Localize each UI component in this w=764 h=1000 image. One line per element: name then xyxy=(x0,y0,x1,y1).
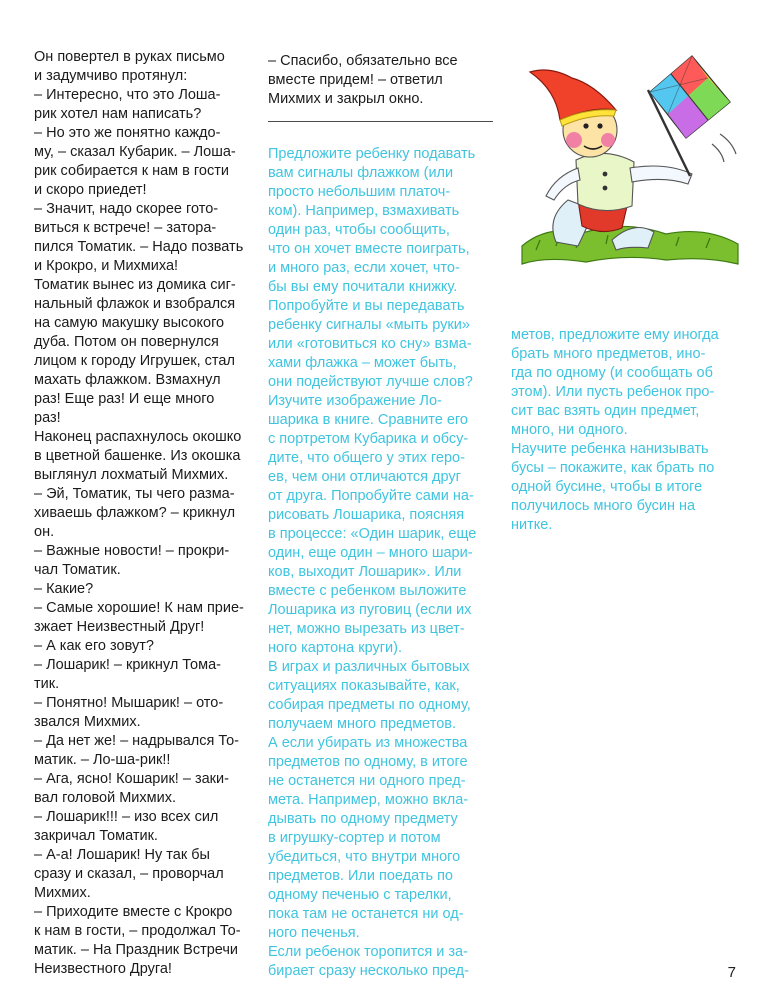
story-line: дуба. Потом он повернулся xyxy=(34,334,219,350)
tip-line: В играх и различных бытовых xyxy=(268,659,470,675)
story-line: вал головой Михмих. xyxy=(34,790,177,806)
tip-line: с портретом Кубарика и обсу- xyxy=(268,431,469,447)
tip-line: предметов. Или поедать по xyxy=(268,868,453,884)
tip-line: метов, предложите ему иногда xyxy=(511,327,719,343)
story-line: махать флажком. Взмахнул xyxy=(34,372,221,388)
tip-line: ситуациях показывайте, как, xyxy=(268,678,460,694)
tip-line: убедиться, что внутри много xyxy=(268,849,461,865)
story-line: матик. – Ло-ша-рик!! xyxy=(34,752,171,768)
tip-line: одному печенью с тарелки, xyxy=(268,887,452,903)
story-line: в цветной башенке. Из окошка xyxy=(34,448,241,464)
tip-line: ного картона круги). xyxy=(268,640,402,656)
story-line: раз! xyxy=(34,410,61,426)
tip-line: Предложите ребенку подавать xyxy=(268,146,476,162)
tip-line: одной бусине, чтобы в итоге xyxy=(511,479,703,495)
tip-column-2 xyxy=(268,145,494,979)
tip-line: много, ни одного. xyxy=(511,422,628,438)
story-line: – Лошарик! – крикнул Тома- xyxy=(34,657,221,673)
story-line: – Важные новости! – прокри- xyxy=(34,543,230,559)
story-line: чал Томатик. xyxy=(34,562,121,578)
tip-line: ного печенья. xyxy=(268,925,360,941)
story-line: матик. – На Праздник Встречи xyxy=(34,942,239,958)
tip-line: ком). Например, взмахивать xyxy=(268,203,460,219)
story-line: – Но это же понятно каждо- xyxy=(34,125,221,141)
story-line: Томатик вынес из домика сиг- xyxy=(34,277,236,293)
tip-line: ев, чем они отличаются друг xyxy=(268,469,461,485)
tip-line: в игрушку-сортер и потом xyxy=(268,830,441,846)
illustration-svg xyxy=(516,50,744,272)
story-line: виться к встрече! – затора- xyxy=(34,220,217,236)
story-line: он. xyxy=(34,524,55,540)
gnome-with-flag-icon xyxy=(516,50,744,272)
section-divider xyxy=(268,121,493,122)
story-line: – Спасибо, обязательно все xyxy=(268,53,458,69)
tip-line: они подействуют лучше слов? xyxy=(268,374,473,390)
story-line: Он повертел в руках письмо xyxy=(34,49,225,65)
tip-line: в процессе: «Один шарик, еще xyxy=(268,526,477,542)
tip-line: просто небольшим платоч- xyxy=(268,184,451,200)
story-line: му, – сказал Кубарик. – Лоша- xyxy=(34,144,236,160)
story-line: – Какие? xyxy=(34,581,94,597)
story-column-1 xyxy=(34,48,252,977)
tip-column-3 xyxy=(511,326,743,533)
tip-line: мета. Например, можно вкла- xyxy=(268,792,469,808)
story-line: звался Михмих. xyxy=(34,714,141,730)
tip-line: предметов по одному, в итоге xyxy=(268,754,468,770)
page-number: 7 xyxy=(727,964,736,981)
tip-line: бирает сразу несколько пред- xyxy=(268,963,469,979)
tip-line: нитке. xyxy=(511,517,553,533)
story-line: выглянул лохматый Михмих. xyxy=(34,467,229,483)
tip-line: Если ребенок торопится и за- xyxy=(268,944,468,960)
story-line: – Интересно, что это Лоша- xyxy=(34,87,221,103)
tip-line: Попробуйте и вы передавать xyxy=(268,298,465,314)
story-line: и скоро приедет! xyxy=(34,182,147,198)
story-line: зжает Неизвестный Друг! xyxy=(34,619,205,635)
story-line: – Эй, Томатик, ты чего разма- xyxy=(34,486,235,502)
tip-line: бусы – покажите, как брать по xyxy=(511,460,715,476)
tip-line: гда по одному (и сообщать об xyxy=(511,365,713,381)
story-line: – Ага, ясно! Кошарик! – заки- xyxy=(34,771,229,787)
story-line: – Значит, надо скорее гото- xyxy=(34,201,219,217)
story-line: нальный флажок и взобрался xyxy=(34,296,236,312)
story-line: хиваешь флажком? – крикнул xyxy=(34,505,236,521)
tip-line: один раз, чтобы сообщить, xyxy=(268,222,450,238)
tip-line: этом). Или пусть ребенок про- xyxy=(511,384,715,400)
tip-line: дывать по одному предмету xyxy=(268,811,458,827)
tip-line: сит вас взять один предмет, xyxy=(511,403,700,419)
tip-line: Изучите изображение Ло- xyxy=(268,393,442,409)
tip-line: Лошарика из пуговиц (если их xyxy=(268,602,472,618)
tip-line: пока там не останется ни од- xyxy=(268,906,464,922)
tip-line: или «готовиться ко сну» взма- xyxy=(268,336,472,352)
story-line: и Крокро, и Михмиха! xyxy=(34,258,179,274)
story-line: тик. xyxy=(34,676,60,692)
tip-line: ков, выходит Лошарик». Или xyxy=(268,564,462,580)
story-line: закричал Томатик. xyxy=(34,828,158,844)
story-line: Михмих и закрыл окно. xyxy=(268,91,424,107)
tip-line: шарика в книге. Сравните его xyxy=(268,412,468,428)
tip-line: вам сигналы флажком (или xyxy=(268,165,454,181)
tip-line: бы вы ему почитали книжку. xyxy=(268,279,458,295)
tip-line: что он хочет вместе поиграть, xyxy=(268,241,470,257)
tip-line: А если убирать из множества xyxy=(268,735,468,751)
tip-line: получаем много предметов. xyxy=(268,716,457,732)
story-line: лицом к городу Игрушек, стал xyxy=(34,353,235,369)
tip-line: Научите ребенка нанизывать xyxy=(511,441,709,457)
tip-line: получилось много бусин на xyxy=(511,498,696,514)
story-line: – Приходите вместе с Крокро xyxy=(34,904,233,920)
story-line: рик собирается к нам в гости xyxy=(34,163,229,179)
story-line: раз! Еще раз! И еще много xyxy=(34,391,215,407)
story-line: рик хотел нам написать? xyxy=(34,106,202,122)
tip-line: от друга. Попробуйте сами на- xyxy=(268,488,474,504)
tip-line: один, еще один – много шари- xyxy=(268,545,473,561)
tip-line: брать много предметов, ино- xyxy=(511,346,706,362)
tip-line: собирая предметы по одному, xyxy=(268,697,471,713)
story-line: – Самые хорошие! К нам прие- xyxy=(34,600,244,616)
tip-line: не останется ни одного пред- xyxy=(268,773,466,789)
tip-line: и много раз, если хочет, что- xyxy=(268,260,460,276)
story-line: на самую макушку высокого xyxy=(34,315,225,331)
story-line: Неизвестного Друга! xyxy=(34,961,172,977)
tip-line: рисовать Лошарика, поясняя xyxy=(268,507,465,523)
story-line: – А как его зовут? xyxy=(34,638,154,654)
story-column-2 xyxy=(268,52,494,116)
story-line: сразу и сказал, – проворчал xyxy=(34,866,224,882)
story-line: – Понятно! Мышарик! – ото- xyxy=(34,695,224,711)
tip-line: хами флажка – может быть, xyxy=(268,355,457,371)
story-line: пился Томатик. – Надо позвать xyxy=(34,239,244,255)
tip-line: дите, что общего у этих геро- xyxy=(268,450,465,466)
tip-line: ребенку сигналы «мыть руки» xyxy=(268,317,470,333)
story-line: Михмих. xyxy=(34,885,91,901)
story-line: – Да нет же! – надрывался То- xyxy=(34,733,240,749)
tip-line: вместе с ребенком выложите xyxy=(268,583,467,599)
tip-line: нет, можно вырезать из цвет- xyxy=(268,621,465,637)
story-line: и задумчиво протянул: xyxy=(34,68,188,84)
story-line: к нам в гости, – продолжал То- xyxy=(34,923,241,939)
story-line: Наконец распахнулось окошко xyxy=(34,429,242,445)
story-line: – Лошарик!!! – изо всех сил xyxy=(34,809,219,825)
story-line: вместе придем! – ответил xyxy=(268,72,443,88)
story-line: – А-а! Лошарик! Ну так бы xyxy=(34,847,210,863)
